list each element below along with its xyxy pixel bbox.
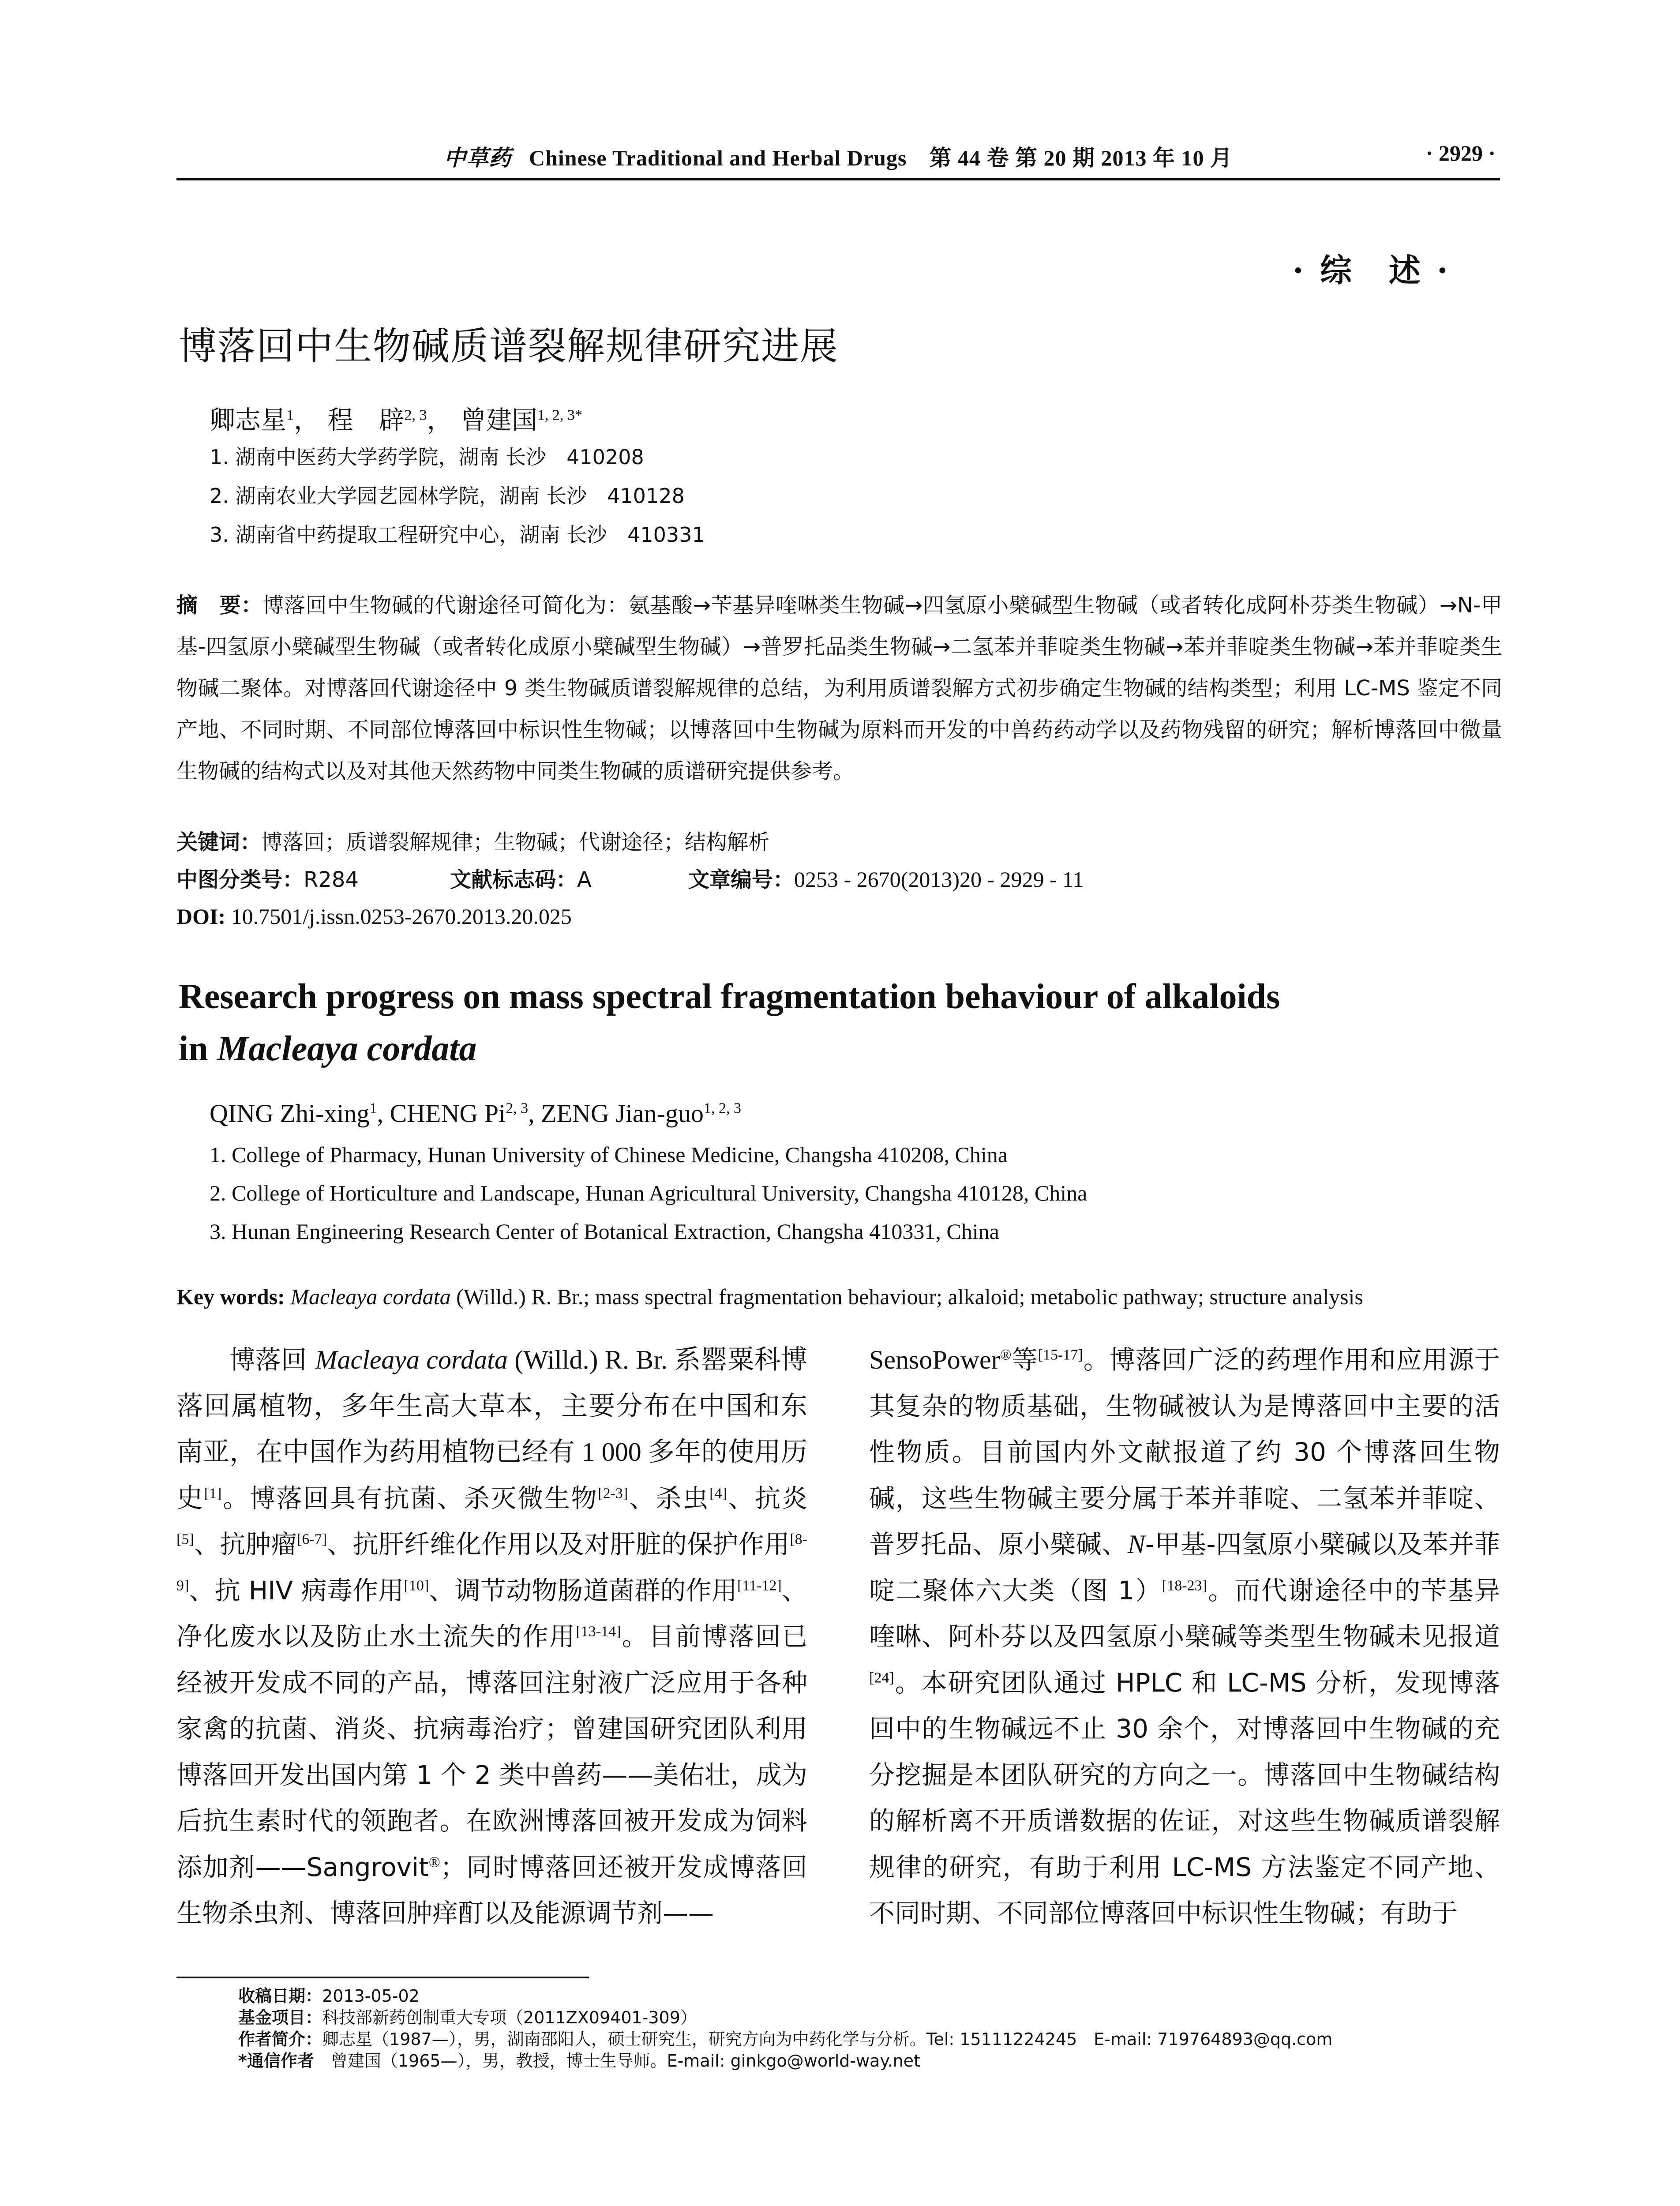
- article-number: [688, 863, 1084, 893]
- body-text: 博落回: [229, 1345, 315, 1375]
- footnote-label: 收稿日期：: [238, 1986, 322, 2006]
- keywords-en: [176, 1284, 1363, 1309]
- author-cn-3-sup: 1, 2, 3*: [537, 407, 582, 424]
- citation[interactable]: [15-17]: [1038, 1347, 1083, 1363]
- author-cn-3: 曾建国: [460, 405, 537, 435]
- affiliation-en-3: 3. Hunan Engineering Research Center of Botanical Extraction, Changsha 410331, China: [210, 1219, 999, 1244]
- author-en-2-sup: 2, 3: [506, 1100, 529, 1117]
- affiliation-cn-2: 2. 湖南农业大学园艺园林学院，湖南 长沙 410128: [210, 484, 685, 508]
- author-cn-1: 卿志星: [210, 405, 287, 435]
- body-text: 、抗 HIV 病毒作用: [189, 1575, 404, 1606]
- affiliation-en-1: 1. College of Pharmacy, Hunan University of Chinese Medicine, Changsha 410208, China: [210, 1142, 1008, 1167]
- affiliation-cn-3: 3. 湖南省中药提取工程研究中心，湖南 长沙 410331: [210, 523, 705, 547]
- body-text: (Willd.) R. Br. 系罂粟科博落回属植物，多年生高大草本，主要分布在中国和东南亚，在中国作为药用植物已经有 1 000 多年的使用历史: [176, 1345, 807, 1513]
- keywords-en-label: Key words:: [176, 1284, 285, 1309]
- body-text: 、抗肿瘤: [194, 1529, 297, 1559]
- footnote-label: *通信作者: [238, 2051, 314, 2071]
- citation[interactable]: [8-9]: [176, 1531, 807, 1594]
- paper-title-cn: 博落回中生物碱质谱裂解规律研究进展: [179, 324, 839, 368]
- authors-cn: 卿志星$^1$， 程 辟$^{2, 3}$， 曾建国$^{1, 2, 3*}$: [210, 405, 582, 435]
- document-code: [450, 863, 592, 893]
- article-number-label: 文章编号：: [688, 867, 795, 892]
- body-text: -甲基-四氢原小檗碱以及苯并菲啶二聚体六大类（图 1）: [869, 1529, 1500, 1606]
- journal-cn-logo: 中草药: [444, 146, 511, 170]
- citation[interactable]: [13-14]: [576, 1623, 621, 1640]
- author-cn-2-sup: 2, 3: [404, 407, 427, 424]
- citation[interactable]: [5]: [176, 1531, 194, 1548]
- citation[interactable]: [2-3]: [598, 1485, 628, 1502]
- keywords-cn-label: 关键词：: [176, 830, 262, 855]
- citation[interactable]: [10]: [404, 1577, 429, 1594]
- footnote-label: 基金项目：: [238, 2008, 322, 2027]
- footnote-label: 作者简介：: [238, 2030, 322, 2049]
- title-en-line-2: [179, 1023, 1502, 1075]
- footnote-received: [238, 1985, 1332, 2007]
- footnote-text: 曾建国（1965—），男，教授，博士生导师。E-mail: ginkgo@world-way.net: [314, 2051, 920, 2071]
- body-text: 、杀虫: [628, 1483, 710, 1513]
- page-number: · 2929 ·: [1425, 141, 1496, 165]
- body-text: 、净化废水以及防止水土流失的作用: [176, 1575, 807, 1651]
- author-cn-2: 程 辟: [327, 405, 405, 435]
- footnote-text: 卿志星（1987—），男，湖南邵阳人，硕士研究生，研究方向为中药化学与分析。Tel: 15111224245 E-mail: 719764893@qq.com: [322, 2030, 1333, 2049]
- citation[interactable]: [11-12]: [737, 1577, 782, 1594]
- section-label: · 综 述 ·: [1292, 251, 1451, 289]
- body-text: 、抗肝纤维化作用以及对肝脏的保护作用: [327, 1529, 790, 1559]
- article-number-value: 0253 - 2670(2013)20 - 2929 - 11: [794, 867, 1084, 892]
- footnote-rule: [176, 1977, 589, 1978]
- doi-value[interactable]: 10.7501/j.issn.0253-2670.2013.20.025: [231, 904, 572, 929]
- citation[interactable]: [6-7]: [297, 1531, 327, 1548]
- author-en-3: , ZENG Jian-guo: [528, 1099, 704, 1128]
- journal-header: [176, 140, 1500, 172]
- title-en-species: Macleaya cordata: [217, 1029, 477, 1068]
- footnote-text: 2013-05-02: [322, 1986, 420, 2006]
- body-text: 、调节动物肠道菌群的作用: [429, 1575, 738, 1606]
- body-text: ；同时博落回还被开发成博落回生物杀虫剂、博落回肿痒酊以及能源调节剂——: [176, 1852, 807, 1928]
- body-text: 。本研究团队通过 HPLC 和 LC-MS 分析，发现博落回中的生物碱远不止 30 余个，对博落回中生物碱的充分挖掘是本团队研究的方向之一。博落回中生物碱结构的解析离不开质谱数据的佐证，对这些生物碱质谱裂解规律的研究，有助于利用 LC-MS 方法鉴定不同产地、不同时期、不同部位博落回中标识性生物碱；有助于: [869, 1667, 1500, 1928]
- body-text: 。博落回具有抗菌、杀灭微生物: [221, 1483, 598, 1513]
- document-code-value: A: [577, 867, 592, 892]
- author-en-3-sup: 1, 2, 3: [703, 1100, 741, 1117]
- author-en-1-sup: 1: [369, 1100, 377, 1117]
- affiliation-cn-1: 1. 湖南中医药大学药学院，湖南 长沙 410208: [210, 445, 644, 469]
- footnote-text: 科技部新药创制重大专项（2011ZX09401-309）: [322, 2008, 697, 2027]
- body-text: 。而代谢途径中的苄基异喹啉、阿朴芬以及四氢原小檗碱等类型生物碱未见报道: [869, 1575, 1500, 1651]
- doi-label: DOI:: [176, 904, 226, 929]
- citation[interactable]: [4]: [709, 1485, 727, 1502]
- clc-value: R284: [304, 867, 359, 892]
- body-text: 。博落回广泛的药理作用和应用源于其复杂的物质基础，生物碱被认为是博落回中主要的活性物质。目前国内外文献报道了约 30 个博落回生物碱，这些生物碱主要分属于苯并菲啶、二氢苯并菲啶、普罗托品、原小檗碱、: [869, 1345, 1500, 1559]
- body-text: 、抗炎: [727, 1483, 807, 1513]
- clc-number: [176, 863, 359, 893]
- author-en-2: , CHENG Pi: [377, 1099, 506, 1128]
- author-en-1: QING Zhi-xing: [210, 1099, 370, 1128]
- affiliation-en-2: 2. College of Horticulture and Landscape, Hunan Agricultural University, Changsha 410128, China: [210, 1181, 1088, 1205]
- keywords-en-species: Macleaya cordata: [290, 1284, 451, 1309]
- species-name: Macleaya cordata: [315, 1345, 508, 1374]
- title-en-prefix: in: [179, 1029, 217, 1068]
- abstract: [176, 585, 1502, 792]
- abstract-text: 博落回中生物碱的代谢途径可简化为：氨基酸→苄基异喹啉类生物碱→四氢原小檗碱型生物碱（或者转化成阿朴芬类生物碱）→N-甲基-四氢原小檗碱型生物碱（或者转化成原小檗碱型生物碱）→普罗托品类生物碱→二氢苯并菲啶类生物碱→苯并菲啶类生物碱→苯并菲啶类生物碱二聚体。对博落回代谢途径中 9 类生物碱质谱裂解规律的总结，为利用质谱裂解方式初步确定生物碱的结构类型；利用 LC-MS 鉴定不同产地、不同时期、不同部位博落回中标识性生物碱；以博落回中生物碱为原料而开发的中兽药药动学以及药物残留的研究；解析博落回中微量生物碱的结构式以及对其他天然药物中同类生物碱的质谱研究提供参考。: [176, 593, 1502, 784]
- footnote-author-bio: [238, 2029, 1332, 2050]
- citation[interactable]: [18-23]: [1162, 1577, 1207, 1594]
- body-column-right: [869, 1337, 1500, 1936]
- body-text: 。目前博落回已经被开发成不同的产品，博落回注射液广泛应用于各种家禽的抗菌、消炎、抗病毒治疗；曾建国研究团队利用博落回开发出国内第 1 个 2 类中兽药——美佑壮，成为后抗生素时代的领跑者。在欧洲博落回被开发成为饲料添加剂——Sangrovit: [176, 1621, 807, 1882]
- body-text: N: [1127, 1530, 1145, 1559]
- clc-label: 中图分类号：: [176, 867, 304, 892]
- body-column-left: [176, 1337, 807, 1936]
- footnotes: [238, 1985, 1332, 2072]
- authors-en: [210, 1099, 741, 1128]
- header-rule: [176, 178, 1500, 180]
- abstract-label: 摘 要：: [176, 593, 263, 618]
- registered-mark: ®: [1000, 1347, 1012, 1363]
- body-text: 等: [1011, 1345, 1038, 1375]
- author-cn-1-sup: 1: [286, 407, 294, 424]
- citation[interactable]: [24]: [869, 1670, 894, 1686]
- keywords-cn-text: 博落回；质谱裂解规律；生物碱；代谢途径；结构解析: [261, 830, 770, 855]
- title-en-line-1: Research progress on mass spectral fragmentation behaviour of alkaloids: [179, 977, 1280, 1016]
- footnote-funding: [238, 2007, 1332, 2029]
- paper-title-en: [179, 971, 1502, 1075]
- keywords-cn: [176, 822, 1502, 863]
- doi-line: [176, 904, 572, 929]
- registered-mark: ®: [428, 1854, 440, 1871]
- journal-issue-line: Chinese Traditional and Herbal Drugs 第 44 卷 第 20 期 2013 年 10 月: [529, 146, 1233, 170]
- body-text: SensoPower: [869, 1345, 1000, 1374]
- document-code-label: 文献标志码：: [450, 867, 578, 892]
- footnote-corresponding: [238, 2050, 1332, 2072]
- keywords-en-text: (Willd.) R. Br.; mass spectral fragmentation behaviour; alkaloid; metabolic pathway; structure analysis: [450, 1284, 1363, 1309]
- running-header: [176, 140, 1500, 176]
- citation[interactable]: [1]: [204, 1485, 222, 1502]
